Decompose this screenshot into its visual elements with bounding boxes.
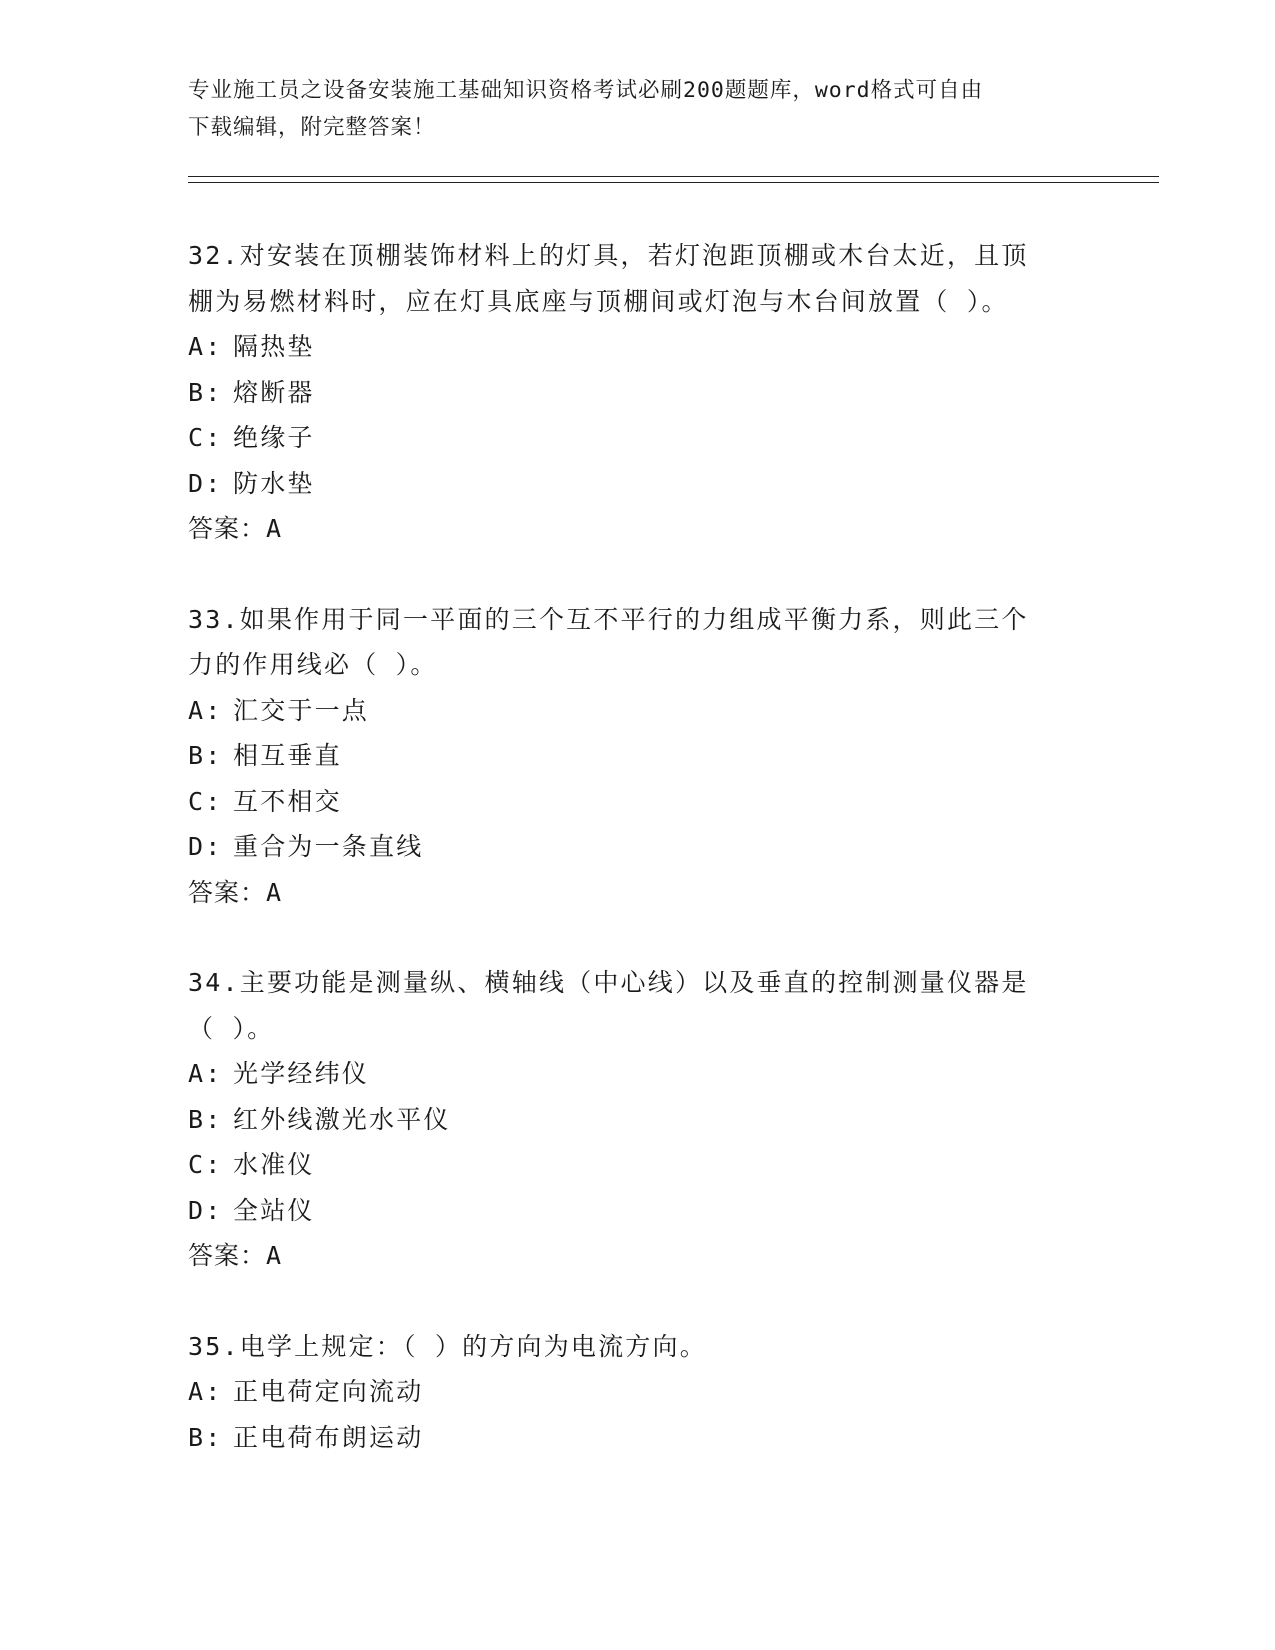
header-divider-top: [188, 176, 1159, 177]
option-letter: A:: [188, 332, 223, 361]
question-text: [188, 597, 1088, 688]
option-a: [188, 1051, 1088, 1097]
option-b: [188, 1097, 1088, 1143]
option-c: [188, 779, 1088, 825]
option-text: 红外线激光水平仪: [233, 1104, 451, 1134]
question-33: [188, 597, 1088, 916]
question-34: [188, 960, 1088, 1279]
option-letter: C:: [188, 1150, 223, 1179]
answer: [188, 1233, 1088, 1279]
option-text: 光学经纬仪: [233, 1059, 370, 1088]
question-text-line: 力的作用线必（ ）。: [188, 650, 438, 679]
option-text: 正电荷布朗运动: [233, 1422, 424, 1452]
header-divider-bottom: [188, 182, 1159, 183]
question-list: [188, 233, 1088, 1505]
document-header: [188, 72, 1088, 146]
question-text: [188, 1324, 1088, 1370]
option-text: 相互垂直: [233, 741, 342, 770]
question-text-line: 35.电学上规定：（ ）的方向为电流方向。: [188, 1331, 707, 1361]
option-b: [188, 1415, 1088, 1461]
option-letter: B:: [188, 377, 223, 407]
option-text: 互不相交: [233, 786, 342, 816]
option-letter: D:: [188, 1195, 223, 1225]
option-letter: B:: [188, 741, 223, 770]
question-text: [188, 960, 1088, 1051]
option-d: [188, 1188, 1088, 1234]
option-text: 水准仪: [233, 1150, 315, 1179]
option-letter: D:: [188, 468, 223, 498]
question-text-line: 33.如果作用于同一平面的三个互不平行的力组成平衡力系，则此三个: [188, 604, 1029, 634]
option-letter: D:: [188, 832, 223, 861]
option-d: [188, 824, 1088, 870]
option-text: 防水垫: [233, 468, 315, 498]
option-b: [188, 370, 1088, 416]
option-d: [188, 461, 1088, 507]
question-text-line: 34.主要功能是测量纵、横轴线（中心线）以及垂直的控制测量仪器是: [188, 968, 1029, 997]
option-letter: C:: [188, 423, 223, 452]
option-text: 全站仪: [233, 1195, 315, 1225]
question-32: [188, 233, 1088, 552]
option-text: 熔断器: [233, 377, 315, 407]
option-a: [188, 1369, 1088, 1415]
answer-label: 答案：: [188, 514, 267, 543]
option-letter: C:: [188, 786, 223, 816]
option-text: 正电荷定向流动: [233, 1377, 424, 1406]
option-a: [188, 688, 1088, 734]
option-letter: B:: [188, 1104, 223, 1134]
option-letter: A:: [188, 695, 223, 725]
question-text-line: （ ）。: [188, 1013, 275, 1043]
option-letter: B:: [188, 1422, 223, 1452]
answer-value: A: [266, 1241, 283, 1270]
question-text-line: 32.对安装在顶棚装饰材料上的灯具，若灯泡距顶棚或木台太近，且顶: [188, 241, 1029, 270]
option-letter: A:: [188, 1059, 223, 1088]
option-text: 重合为一条直线: [233, 832, 424, 861]
answer-label: 答案：: [188, 877, 267, 907]
question-35: [188, 1324, 1088, 1461]
option-text: 隔热垫: [233, 332, 315, 361]
option-a: [188, 324, 1088, 370]
header-line-2: 下载编辑，附完整答案！: [188, 115, 436, 140]
answer-value: A: [266, 514, 283, 543]
question-text: [188, 233, 1088, 324]
option-letter: A:: [188, 1377, 223, 1406]
option-b: [188, 733, 1088, 779]
answer-value: A: [266, 877, 283, 907]
question-text-line: 棚为易燃材料时，应在灯具底座与顶棚间或灯泡与木台间放置（ ）。: [188, 286, 1009, 316]
answer: [188, 870, 1088, 916]
option-text: 汇交于一点: [233, 695, 370, 725]
option-text: 绝缘子: [233, 423, 315, 452]
answer-label: 答案：: [188, 1241, 267, 1270]
option-c: [188, 1142, 1088, 1188]
header-line-1: 专业施工员之设备安装施工基础知识资格考试必刷200题题库，word格式可自由: [188, 78, 984, 103]
option-c: [188, 415, 1088, 461]
answer: [188, 506, 1088, 552]
